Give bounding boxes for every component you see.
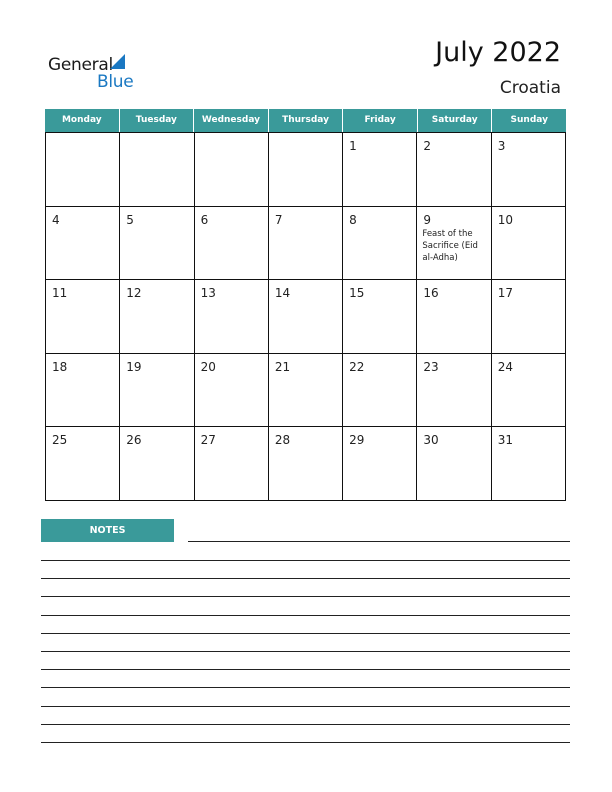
day-number: 23 — [423, 359, 439, 374]
calendar-day-cell — [46, 354, 119, 427]
weekday-thursday: Thursday — [268, 109, 343, 132]
weekday-friday: Friday — [342, 109, 417, 132]
notes-label: NOTES — [41, 519, 174, 542]
day-number: 4 — [52, 212, 60, 227]
calendar-day-cell — [491, 207, 565, 280]
calendar — [45, 109, 566, 501]
day-number: 18 — [52, 359, 68, 374]
calendar-day-cell — [46, 133, 119, 206]
notes-line — [41, 724, 570, 725]
calendar-week — [46, 206, 565, 280]
calendar-day-cell — [268, 354, 342, 427]
calendar-day-cell — [342, 354, 416, 427]
notes-line — [41, 560, 570, 561]
day-number: 2 — [423, 139, 432, 153]
calendar-day-cell — [342, 280, 416, 353]
day-number: 14 — [274, 286, 291, 301]
calendar-day-cell — [194, 427, 268, 500]
weekday-sunday: Sunday — [491, 109, 566, 132]
day-number: 30 — [423, 433, 439, 448]
calendar-day-cell — [342, 427, 416, 500]
calendar-day-cell — [46, 280, 119, 353]
notes-line — [41, 687, 570, 688]
day-number: 22 — [349, 359, 365, 374]
calendar-week — [46, 353, 565, 427]
notes-line — [41, 633, 570, 634]
weekday-monday: Monday — [61, 115, 102, 125]
calendar-grid — [45, 132, 566, 501]
day-number: 19 — [126, 359, 142, 374]
day-number: 25 — [52, 433, 68, 448]
calendar-day-cell — [416, 427, 490, 500]
day-number: 31 — [497, 433, 513, 448]
calendar-day-cell — [46, 427, 119, 500]
notes-line — [41, 651, 570, 652]
notes-line — [41, 578, 570, 579]
day-number: 8 — [349, 212, 357, 227]
notes-line — [41, 596, 570, 597]
notes-line — [41, 615, 570, 616]
holiday-event: Feast of the Sacrifice (Eid al-Adha) — [422, 228, 478, 263]
day-number: 26 — [126, 433, 142, 448]
logo-text-general: General — [48, 55, 113, 75]
calendar-day-cell — [194, 280, 268, 353]
logo-text-blue: Blue — [97, 72, 134, 92]
day-number: 7 — [274, 212, 283, 227]
calendar-day-cell — [119, 133, 193, 206]
notes-line — [188, 541, 570, 542]
calendar-day-cell — [268, 280, 342, 353]
day-number: 10 — [497, 212, 513, 227]
calendar-day-cell — [268, 207, 342, 280]
calendar-day-cell — [491, 354, 565, 427]
calendar-day-cell — [342, 133, 416, 206]
day-number: 15 — [349, 286, 365, 301]
day-number: 12 — [126, 286, 142, 301]
calendar-day-cell — [416, 354, 490, 427]
day-number: 27 — [200, 433, 216, 448]
day-number: 17 — [497, 286, 513, 301]
day-number: 9 — [423, 212, 432, 227]
day-number: 20 — [200, 359, 216, 374]
day-number: 5 — [126, 212, 134, 227]
notes-line — [41, 706, 570, 707]
weekday-wednesday: Wednesday — [193, 109, 268, 132]
page-title: July 2022 — [435, 37, 561, 68]
calendar-week — [46, 426, 565, 500]
generalblue-logo — [48, 52, 148, 92]
day-number: 28 — [274, 433, 291, 448]
calendar-day-cell — [416, 207, 490, 280]
calendar-week — [46, 279, 565, 353]
country-subtitle: Croatia — [499, 78, 561, 98]
day-number: 24 — [497, 359, 513, 374]
calendar-day-cell — [119, 280, 193, 353]
day-number: 3 — [497, 139, 506, 153]
calendar-day-cell — [416, 280, 490, 353]
calendar-day-cell — [491, 133, 565, 206]
weekday-saturday: Saturday — [417, 109, 492, 132]
calendar-day-cell — [194, 207, 268, 280]
day-number: 16 — [423, 286, 439, 301]
calendar-day-cell — [491, 427, 565, 500]
day-number: 11 — [52, 286, 68, 301]
calendar-day-cell — [119, 427, 193, 500]
calendar-day-cell — [268, 133, 342, 206]
calendar-day-cell — [342, 207, 416, 280]
calendar-day-cell — [194, 354, 268, 427]
calendar-day-cell — [416, 133, 490, 206]
day-number: 6 — [200, 212, 209, 227]
calendar-day-cell — [194, 133, 268, 206]
notes-line — [41, 669, 570, 670]
notes-line — [41, 742, 570, 743]
day-number: 29 — [349, 433, 365, 448]
day-number: 21 — [274, 359, 291, 374]
day-number: 13 — [200, 286, 216, 301]
calendar-day-cell — [268, 427, 342, 500]
calendar-day-cell — [491, 280, 565, 353]
weekday-tuesday: Tuesday — [119, 109, 194, 132]
calendar-week — [46, 132, 565, 206]
calendar-day-cell — [119, 354, 193, 427]
calendar-day-cell — [119, 207, 193, 280]
calendar-day-cell — [46, 207, 119, 280]
day-number: 1 — [349, 139, 357, 153]
logo-triangle-icon — [110, 54, 125, 69]
weekday-header — [45, 109, 566, 132]
